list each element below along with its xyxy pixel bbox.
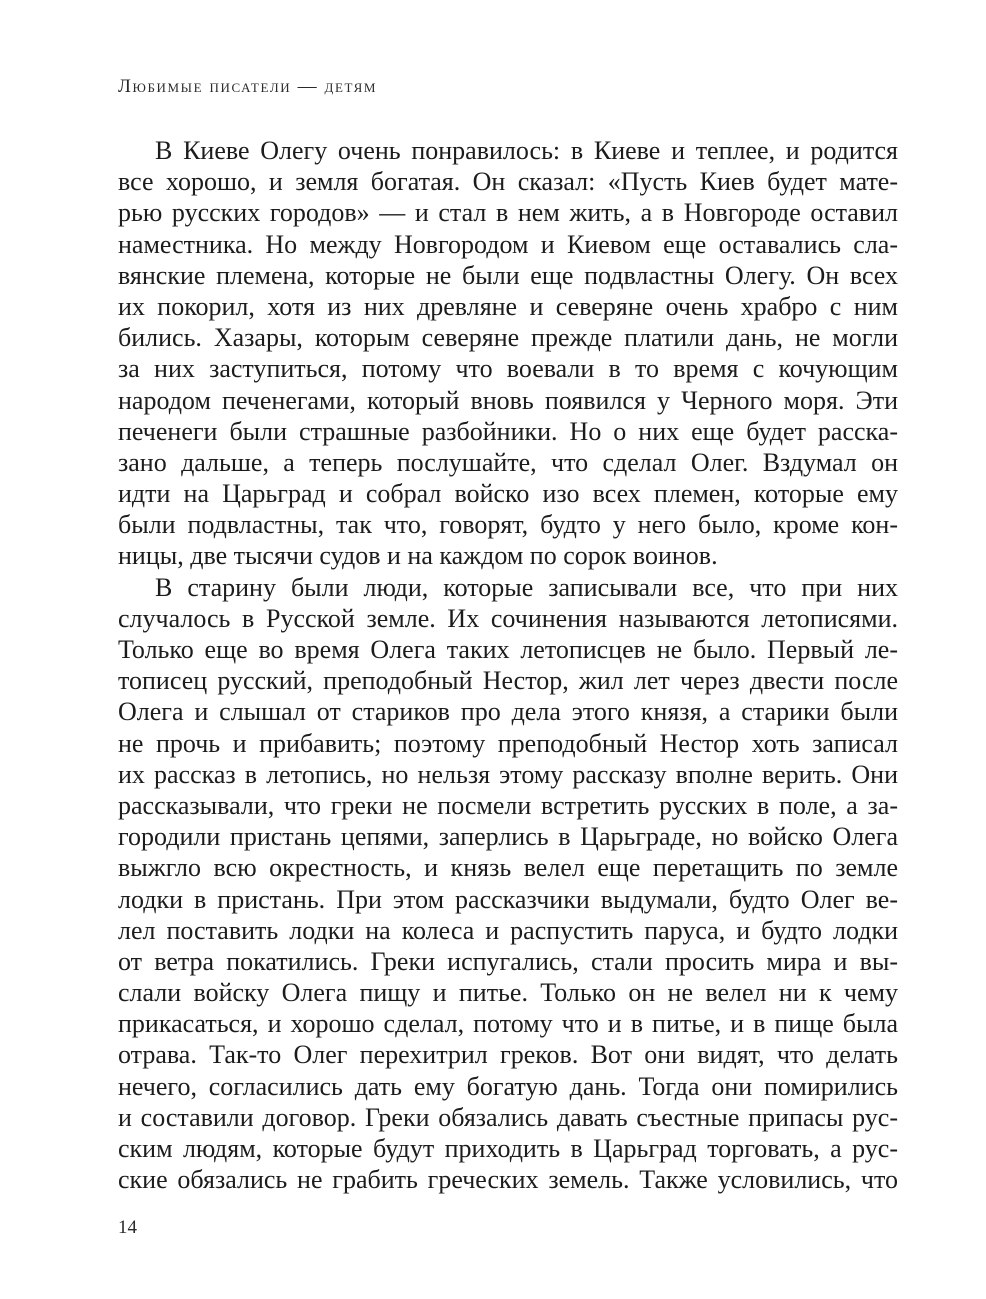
text-line: случалось в Русской земле. Их сочинения называются летописями. [118,603,898,633]
text-line: В старину были люди, которые записывали все, что при них [155,572,898,602]
text-line: их покорил, хотя из них древляне и северяне очень храбро с ним [118,291,898,321]
text-line: не прочь и прибавить; поэтому преподобный Нестор хоть записал [118,728,898,758]
running-title: Любимые писатели — детям [118,76,378,97]
text-line: идти на Царьград и собрал войско изо всех племен, которые ему [118,479,898,509]
text-line: народом печенегами, который вновь появился у Черного моря. Эти [118,385,898,415]
text-line: ские обязались не грабить греческих земель. Также условились, что [118,1165,898,1195]
text-line: от ветра покатились. Греки испугались, стали просить мира и вы- [118,946,898,976]
text-line: отрава. Так-то Олег перехитрил греков. Вот они видят, что делать [118,1040,898,1070]
text-line: тописец русский, преподобный Нестор, жил лет через двести после [118,666,898,696]
text-line: слали войску Олега пищу и питье. Только он не велел ни к чему [118,978,898,1008]
text-line: лел поставить лодки на колеса и распустить паруса, и будто лодки [118,915,898,945]
text-line: ницы, две тысячи судов и на каждом по сорок воинов. [118,541,718,571]
text-line: нечего, согласились дать ему богатую дань. Тогда они помирились [118,1071,898,1101]
text-line: Олега и слышал от стариков про дела этого князя, а старики были [118,697,898,727]
text-line: зано дальше, а теперь послушайте, что сделал Олег. Вздумал он [118,447,898,477]
text-line: рассказывали, что греки не посмели встретить русских в поле, а за- [118,790,898,820]
text-line: наместника. Но между Новгородом и Киевом еще оставались сла- [118,229,898,259]
page-number: 14 [118,1217,137,1238]
text-line: все хорошо, и земля богатая. Он сказал: «Пусть Киев будет мате- [118,167,898,197]
text-line: выжгло всю окрестность, и князь велел еще перетащить по земле [118,853,898,883]
text-line: рью русских городов» — и стал в нем жить, а в Новгороде оставил [118,198,898,228]
text-line: за них заступиться, потому что воевали в то время с кочующим [118,354,898,384]
paragraph [118,135,898,572]
text-line: городили пристань цепями, заперлись в Царьграде, но войско Олега [118,822,898,852]
text-line: и составили договор. Греки обязались давать съестные припасы рус- [118,1102,898,1132]
paragraph [118,572,898,1196]
text-line: прикасаться, и хорошо сделал, потому что и в питье, и в пище была [118,1009,898,1039]
text-line: В Киеве Олегу очень понравилось: в Киеве и теплее, и родится [155,136,898,165]
text-line: ским людям, которые будут приходить в Царьград торговать, а рус- [118,1134,898,1163]
text-line: бились. Хазары, которым северяне прежде платили дань, не могли [118,323,898,353]
text-line: лодки в пристань. При этом рассказчики выдумали, будто Олег ве- [118,884,898,914]
text-line: Только еще во время Олега таких летописцев не было. Первый ле- [118,635,898,664]
body-text [118,135,898,1195]
text-line: печенеги были страшные разбойники. Но о них еще будет расска- [118,416,898,446]
text-line: их рассказ в летопись, но нельзя этому рассказу вполне верить. Они [118,759,898,789]
text-line: вянские племена, которые не были еще подвластны Олегу. Он всех [118,260,898,290]
text-line: были подвластны, так что, говорят, будто у него было, кроме кон- [118,510,898,540]
